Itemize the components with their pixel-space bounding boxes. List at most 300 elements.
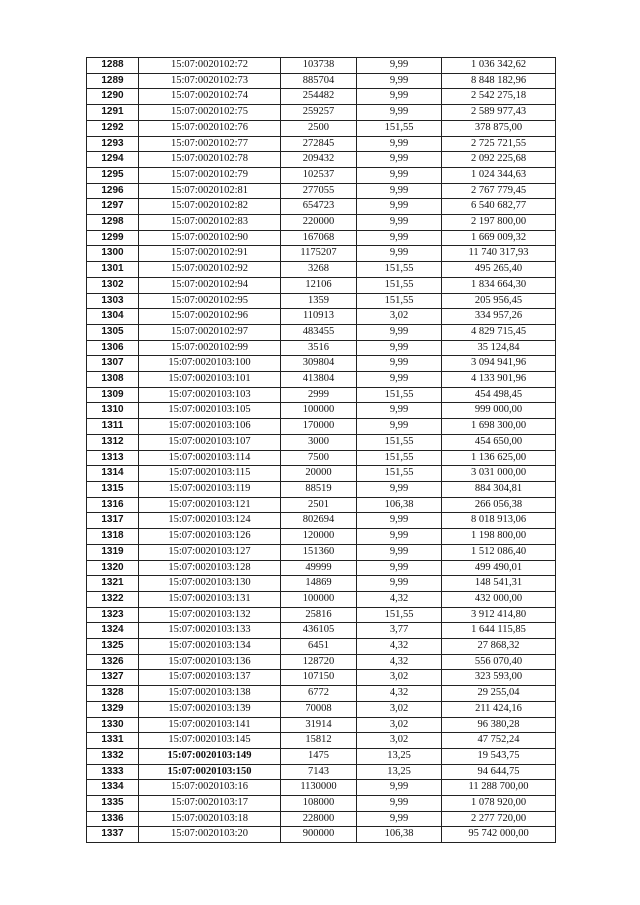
- row-number-cell: 1296: [87, 183, 139, 199]
- rate-cell: 9,99: [357, 576, 442, 592]
- area-cell: 2999: [281, 387, 357, 403]
- table-row: [87, 340, 556, 356]
- value-cell: 2 725 721,55: [442, 136, 556, 152]
- area-cell: 88519: [281, 481, 357, 497]
- table-row: [87, 717, 556, 733]
- table-row: [87, 246, 556, 262]
- value-cell: 29 255,04: [442, 686, 556, 702]
- table-row: [87, 497, 556, 513]
- value-cell: 3 094 941,96: [442, 356, 556, 372]
- rate-cell: 9,99: [357, 89, 442, 105]
- rate-cell: 9,99: [357, 419, 442, 435]
- value-cell: 884 304,81: [442, 481, 556, 497]
- row-number-cell: 1291: [87, 105, 139, 121]
- value-cell: 1 669 009,32: [442, 230, 556, 246]
- value-cell: 4 133 901,96: [442, 372, 556, 388]
- cadastral-number-cell: 15:07:0020103:127: [139, 544, 281, 560]
- value-cell: 2 767 779,45: [442, 183, 556, 199]
- rate-cell: 151,55: [357, 277, 442, 293]
- rate-cell: 9,99: [357, 324, 442, 340]
- row-number-cell: 1325: [87, 639, 139, 655]
- row-number-cell: 1313: [87, 450, 139, 466]
- value-cell: 1 024 344,63: [442, 167, 556, 183]
- area-cell: 167068: [281, 230, 357, 246]
- row-number-cell: 1335: [87, 796, 139, 812]
- table-row: [87, 670, 556, 686]
- value-cell: 1 078 920,00: [442, 796, 556, 812]
- rate-cell: 9,99: [357, 230, 442, 246]
- area-cell: 100000: [281, 591, 357, 607]
- area-cell: 413804: [281, 372, 357, 388]
- table-row: [87, 529, 556, 545]
- rate-cell: 106,38: [357, 497, 442, 513]
- table-row: [87, 811, 556, 827]
- cadastral-number-cell: 15:07:0020103:131: [139, 591, 281, 607]
- value-cell: 11 288 700,00: [442, 780, 556, 796]
- row-number-cell: 1306: [87, 340, 139, 356]
- row-number-cell: 1303: [87, 293, 139, 309]
- cadastral-number-cell: 15:07:0020102:73: [139, 73, 281, 89]
- cadastral-number-cell: 15:07:0020102:92: [139, 262, 281, 278]
- area-cell: 3516: [281, 340, 357, 356]
- cadastral-number-cell: 15:07:0020102:95: [139, 293, 281, 309]
- rate-cell: 9,99: [357, 529, 442, 545]
- rate-cell: 151,55: [357, 434, 442, 450]
- cadastral-number-cell: 15:07:0020103:136: [139, 654, 281, 670]
- value-cell: 432 000,00: [442, 591, 556, 607]
- cadastral-number-cell: 15:07:0020102:94: [139, 277, 281, 293]
- rate-cell: 9,99: [357, 183, 442, 199]
- row-number-cell: 1290: [87, 89, 139, 105]
- value-cell: 11 740 317,93: [442, 246, 556, 262]
- table-row: [87, 403, 556, 419]
- rate-cell: 9,99: [357, 215, 442, 231]
- row-number-cell: 1292: [87, 120, 139, 136]
- cadastral-number-cell: 15:07:0020103:114: [139, 450, 281, 466]
- area-cell: 254482: [281, 89, 357, 105]
- cadastral-number-cell: 15:07:0020103:107: [139, 434, 281, 450]
- area-cell: 220000: [281, 215, 357, 231]
- area-cell: 209432: [281, 152, 357, 168]
- cadastral-number-cell: 15:07:0020102:90: [139, 230, 281, 246]
- rate-cell: 151,55: [357, 387, 442, 403]
- row-number-cell: 1315: [87, 481, 139, 497]
- rate-cell: 151,55: [357, 120, 442, 136]
- table-row: [87, 324, 556, 340]
- cadastral-number-cell: 15:07:0020103:128: [139, 560, 281, 576]
- cadastral-number-cell: 15:07:0020103:150: [139, 764, 281, 780]
- rate-cell: 106,38: [357, 827, 442, 843]
- cadastral-number-cell: 15:07:0020102:78: [139, 152, 281, 168]
- cadastral-number-cell: 15:07:0020103:100: [139, 356, 281, 372]
- row-number-cell: 1301: [87, 262, 139, 278]
- value-cell: 47 752,24: [442, 733, 556, 749]
- rate-cell: 9,99: [357, 199, 442, 215]
- row-number-cell: 1305: [87, 324, 139, 340]
- table-row: [87, 120, 556, 136]
- row-number-cell: 1333: [87, 764, 139, 780]
- table-row: [87, 419, 556, 435]
- rate-cell: 9,99: [357, 403, 442, 419]
- area-cell: 14869: [281, 576, 357, 592]
- cadastral-number-cell: 15:07:0020103:103: [139, 387, 281, 403]
- rate-cell: 151,55: [357, 293, 442, 309]
- area-cell: 170000: [281, 419, 357, 435]
- rate-cell: 13,25: [357, 764, 442, 780]
- area-cell: 802694: [281, 513, 357, 529]
- cadastral-number-cell: 15:07:0020103:137: [139, 670, 281, 686]
- table-row: [87, 277, 556, 293]
- area-cell: 1130000: [281, 780, 357, 796]
- value-cell: 499 490,01: [442, 560, 556, 576]
- value-cell: 2 277 720,00: [442, 811, 556, 827]
- row-number-cell: 1304: [87, 309, 139, 325]
- rate-cell: 9,99: [357, 811, 442, 827]
- cadastral-number-cell: 15:07:0020103:20: [139, 827, 281, 843]
- value-cell: 6 540 682,77: [442, 199, 556, 215]
- row-number-cell: 1318: [87, 529, 139, 545]
- value-cell: 8 848 182,96: [442, 73, 556, 89]
- area-cell: 7143: [281, 764, 357, 780]
- table-row: [87, 450, 556, 466]
- area-cell: 12106: [281, 277, 357, 293]
- cadastral-number-cell: 15:07:0020102:76: [139, 120, 281, 136]
- value-cell: 1 512 086,40: [442, 544, 556, 560]
- rate-cell: 9,99: [357, 152, 442, 168]
- value-cell: 1 136 625,00: [442, 450, 556, 466]
- table-row: [87, 623, 556, 639]
- area-cell: 6772: [281, 686, 357, 702]
- cadastral-number-cell: 15:07:0020103:106: [139, 419, 281, 435]
- value-cell: 95 742 000,00: [442, 827, 556, 843]
- cadastral-number-cell: 15:07:0020103:149: [139, 748, 281, 764]
- area-cell: 2501: [281, 497, 357, 513]
- area-cell: 1175207: [281, 246, 357, 262]
- row-number-cell: 1329: [87, 701, 139, 717]
- row-number-cell: 1297: [87, 199, 139, 215]
- area-cell: 100000: [281, 403, 357, 419]
- rate-cell: 9,99: [357, 372, 442, 388]
- value-cell: 27 868,32: [442, 639, 556, 655]
- value-cell: 2 197 800,00: [442, 215, 556, 231]
- value-cell: 148 541,31: [442, 576, 556, 592]
- area-cell: 31914: [281, 717, 357, 733]
- value-cell: 1 698 300,00: [442, 419, 556, 435]
- table-row: [87, 654, 556, 670]
- table-row: [87, 780, 556, 796]
- row-number-cell: 1314: [87, 466, 139, 482]
- cadastral-number-cell: 15:07:0020103:141: [139, 717, 281, 733]
- table-row: [87, 73, 556, 89]
- area-cell: 654723: [281, 199, 357, 215]
- row-number-cell: 1312: [87, 434, 139, 450]
- rate-cell: 3,02: [357, 309, 442, 325]
- cadastral-number-cell: 15:07:0020103:132: [139, 607, 281, 623]
- rate-cell: 9,99: [357, 544, 442, 560]
- row-number-cell: 1326: [87, 654, 139, 670]
- table-row: [87, 262, 556, 278]
- table-row: [87, 356, 556, 372]
- table-row: [87, 105, 556, 121]
- cadastral-number-cell: 15:07:0020102:83: [139, 215, 281, 231]
- area-cell: 436105: [281, 623, 357, 639]
- cadastral-number-cell: 15:07:0020102:91: [139, 246, 281, 262]
- table-row: [87, 183, 556, 199]
- row-number-cell: 1310: [87, 403, 139, 419]
- value-cell: 205 956,45: [442, 293, 556, 309]
- rate-cell: 9,99: [357, 58, 442, 74]
- row-number-cell: 1334: [87, 780, 139, 796]
- table-row: [87, 466, 556, 482]
- cadastral-number-cell: 15:07:0020103:121: [139, 497, 281, 513]
- row-number-cell: 1317: [87, 513, 139, 529]
- value-cell: 1 036 342,62: [442, 58, 556, 74]
- table-row: [87, 733, 556, 749]
- value-cell: 94 644,75: [442, 764, 556, 780]
- table-body: [87, 58, 556, 843]
- row-number-cell: 1309: [87, 387, 139, 403]
- value-cell: 454 650,00: [442, 434, 556, 450]
- value-cell: 495 265,40: [442, 262, 556, 278]
- row-number-cell: 1289: [87, 73, 139, 89]
- row-number-cell: 1308: [87, 372, 139, 388]
- row-number-cell: 1295: [87, 167, 139, 183]
- area-cell: 3000: [281, 434, 357, 450]
- area-cell: 277055: [281, 183, 357, 199]
- area-cell: 70008: [281, 701, 357, 717]
- rate-cell: 4,32: [357, 686, 442, 702]
- table-row: [87, 607, 556, 623]
- rate-cell: 9,99: [357, 136, 442, 152]
- table-row: [87, 434, 556, 450]
- area-cell: 128720: [281, 654, 357, 670]
- area-cell: 20000: [281, 466, 357, 482]
- area-cell: 49999: [281, 560, 357, 576]
- row-number-cell: 1294: [87, 152, 139, 168]
- value-cell: 19 543,75: [442, 748, 556, 764]
- value-cell: 4 829 715,45: [442, 324, 556, 340]
- table-row: [87, 58, 556, 74]
- value-cell: 3 031 000,00: [442, 466, 556, 482]
- value-cell: 454 498,45: [442, 387, 556, 403]
- table-row: [87, 152, 556, 168]
- table-row: [87, 215, 556, 231]
- value-cell: 1 834 664,30: [442, 277, 556, 293]
- row-number-cell: 1300: [87, 246, 139, 262]
- value-cell: 2 092 225,68: [442, 152, 556, 168]
- cadastral-number-cell: 15:07:0020103:124: [139, 513, 281, 529]
- table-row: [87, 764, 556, 780]
- rate-cell: 151,55: [357, 450, 442, 466]
- area-cell: 900000: [281, 827, 357, 843]
- table-row: [87, 827, 556, 843]
- row-number-cell: 1332: [87, 748, 139, 764]
- row-number-cell: 1324: [87, 623, 139, 639]
- table-row: [87, 167, 556, 183]
- area-cell: 103738: [281, 58, 357, 74]
- cadastral-number-cell: 15:07:0020102:79: [139, 167, 281, 183]
- table-row: [87, 89, 556, 105]
- table-row: [87, 686, 556, 702]
- area-cell: 151360: [281, 544, 357, 560]
- row-number-cell: 1337: [87, 827, 139, 843]
- area-cell: 272845: [281, 136, 357, 152]
- row-number-cell: 1316: [87, 497, 139, 513]
- cadastral-number-cell: 15:07:0020103:133: [139, 623, 281, 639]
- cadastral-number-cell: 15:07:0020103:138: [139, 686, 281, 702]
- area-cell: 108000: [281, 796, 357, 812]
- area-cell: 7500: [281, 450, 357, 466]
- cadastral-number-cell: 15:07:0020102:81: [139, 183, 281, 199]
- rate-cell: 151,55: [357, 262, 442, 278]
- value-cell: 1 198 800,00: [442, 529, 556, 545]
- rate-cell: 3,02: [357, 701, 442, 717]
- rate-cell: 9,99: [357, 481, 442, 497]
- table-row: [87, 591, 556, 607]
- area-cell: 25816: [281, 607, 357, 623]
- table-row: [87, 544, 556, 560]
- table-row: [87, 372, 556, 388]
- row-number-cell: 1307: [87, 356, 139, 372]
- rate-cell: 9,99: [357, 167, 442, 183]
- rate-cell: 9,99: [357, 796, 442, 812]
- value-cell: 96 380,28: [442, 717, 556, 733]
- cadastral-number-cell: 15:07:0020103:17: [139, 796, 281, 812]
- area-cell: 1359: [281, 293, 357, 309]
- rate-cell: 3,02: [357, 733, 442, 749]
- cadastral-number-cell: 15:07:0020103:18: [139, 811, 281, 827]
- cadastral-number-cell: 15:07:0020102:97: [139, 324, 281, 340]
- rate-cell: 9,99: [357, 780, 442, 796]
- cadastral-number-cell: 15:07:0020103:115: [139, 466, 281, 482]
- cadastral-number-cell: 15:07:0020102:99: [139, 340, 281, 356]
- table-row: [87, 560, 556, 576]
- value-cell: 334 957,26: [442, 309, 556, 325]
- table-row: [87, 309, 556, 325]
- table-row: [87, 136, 556, 152]
- rate-cell: 3,02: [357, 717, 442, 733]
- table-row: [87, 701, 556, 717]
- table-row: [87, 796, 556, 812]
- table-row: [87, 513, 556, 529]
- rate-cell: 9,99: [357, 513, 442, 529]
- row-number-cell: 1299: [87, 230, 139, 246]
- row-number-cell: 1321: [87, 576, 139, 592]
- cadastral-number-cell: 15:07:0020103:134: [139, 639, 281, 655]
- area-cell: 309804: [281, 356, 357, 372]
- value-cell: 266 056,38: [442, 497, 556, 513]
- rate-cell: 9,99: [357, 105, 442, 121]
- cadastral-number-cell: 15:07:0020103:145: [139, 733, 281, 749]
- row-number-cell: 1293: [87, 136, 139, 152]
- area-cell: 228000: [281, 811, 357, 827]
- rate-cell: 9,99: [357, 560, 442, 576]
- cadastral-number-cell: 15:07:0020103:105: [139, 403, 281, 419]
- value-cell: 378 875,00: [442, 120, 556, 136]
- area-cell: 102537: [281, 167, 357, 183]
- value-cell: 211 424,16: [442, 701, 556, 717]
- cadastral-number-cell: 15:07:0020103:16: [139, 780, 281, 796]
- land-parcel-table: [86, 57, 556, 843]
- value-cell: 3 912 414,80: [442, 607, 556, 623]
- row-number-cell: 1320: [87, 560, 139, 576]
- table-row: [87, 293, 556, 309]
- row-number-cell: 1331: [87, 733, 139, 749]
- row-number-cell: 1302: [87, 277, 139, 293]
- cadastral-number-cell: 15:07:0020103:101: [139, 372, 281, 388]
- cadastral-number-cell: 15:07:0020102:96: [139, 309, 281, 325]
- rate-cell: 3,02: [357, 670, 442, 686]
- row-number-cell: 1322: [87, 591, 139, 607]
- rate-cell: 3,77: [357, 623, 442, 639]
- table-row: [87, 230, 556, 246]
- value-cell: 323 593,00: [442, 670, 556, 686]
- cadastral-number-cell: 15:07:0020102:77: [139, 136, 281, 152]
- cadastral-number-cell: 15:07:0020102:82: [139, 199, 281, 215]
- table-row: [87, 199, 556, 215]
- rate-cell: 4,32: [357, 639, 442, 655]
- area-cell: 110913: [281, 309, 357, 325]
- area-cell: 1475: [281, 748, 357, 764]
- area-cell: 2500: [281, 120, 357, 136]
- area-cell: 885704: [281, 73, 357, 89]
- cadastral-number-cell: 15:07:0020102:75: [139, 105, 281, 121]
- rate-cell: 4,32: [357, 654, 442, 670]
- value-cell: 556 070,40: [442, 654, 556, 670]
- row-number-cell: 1298: [87, 215, 139, 231]
- table-row: [87, 387, 556, 403]
- value-cell: 2 589 977,43: [442, 105, 556, 121]
- row-number-cell: 1311: [87, 419, 139, 435]
- rate-cell: 9,99: [357, 356, 442, 372]
- area-cell: 107150: [281, 670, 357, 686]
- rate-cell: 13,25: [357, 748, 442, 764]
- cadastral-number-cell: 15:07:0020103:139: [139, 701, 281, 717]
- area-cell: 120000: [281, 529, 357, 545]
- row-number-cell: 1319: [87, 544, 139, 560]
- value-cell: 8 018 913,06: [442, 513, 556, 529]
- row-number-cell: 1323: [87, 607, 139, 623]
- value-cell: 1 644 115,85: [442, 623, 556, 639]
- area-cell: 15812: [281, 733, 357, 749]
- row-number-cell: 1336: [87, 811, 139, 827]
- area-cell: 259257: [281, 105, 357, 121]
- rate-cell: 9,99: [357, 340, 442, 356]
- table-row: [87, 748, 556, 764]
- table-row: [87, 576, 556, 592]
- rate-cell: 151,55: [357, 466, 442, 482]
- rate-cell: 9,99: [357, 246, 442, 262]
- row-number-cell: 1288: [87, 58, 139, 74]
- table-row: [87, 481, 556, 497]
- table-row: [87, 639, 556, 655]
- row-number-cell: 1330: [87, 717, 139, 733]
- value-cell: 35 124,84: [442, 340, 556, 356]
- value-cell: 2 542 275,18: [442, 89, 556, 105]
- area-cell: 3268: [281, 262, 357, 278]
- cadastral-number-cell: 15:07:0020103:130: [139, 576, 281, 592]
- value-cell: 999 000,00: [442, 403, 556, 419]
- rate-cell: 4,32: [357, 591, 442, 607]
- row-number-cell: 1328: [87, 686, 139, 702]
- row-number-cell: 1327: [87, 670, 139, 686]
- rate-cell: 151,55: [357, 607, 442, 623]
- area-cell: 6451: [281, 639, 357, 655]
- rate-cell: 9,99: [357, 73, 442, 89]
- cadastral-number-cell: 15:07:0020103:119: [139, 481, 281, 497]
- cadastral-number-cell: 15:07:0020102:72: [139, 58, 281, 74]
- cadastral-number-cell: 15:07:0020102:74: [139, 89, 281, 105]
